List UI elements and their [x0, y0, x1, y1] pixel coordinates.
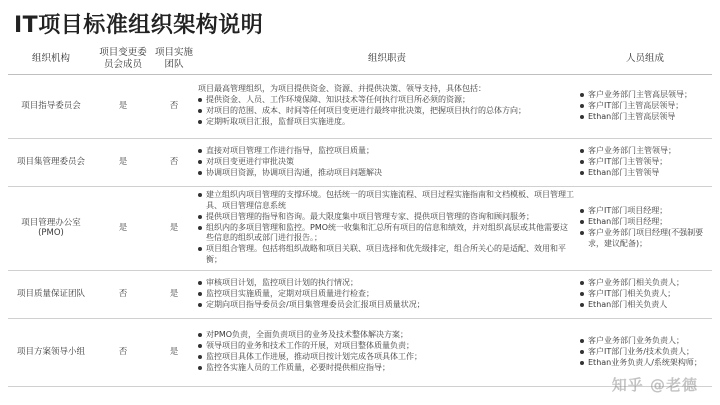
duty-item: 监控项目具体工作进展，推动项目按计划完成各项具体工作；	[198, 352, 576, 363]
duty-item: 项目组合管理。包括将组织战略和项目关联、项目选择和优先级排定，组合所关心的是适配、效用和平衡；	[198, 244, 576, 265]
committee-flag-cell: 是	[94, 74, 152, 138]
members-list	[580, 336, 710, 369]
committee-flag-cell: 否	[94, 318, 152, 386]
duty-item: 项目最高管理组织，为项目提供资金、资源、并提供决策、领导支持，具体包括：	[198, 84, 486, 93]
member-item: 客户IT部门相关负责人；	[580, 289, 710, 300]
duty-item: 对项目的范围、成本、时间等任何项目变更进行最终审批决策，把握项目执行的总体方向；	[198, 106, 576, 117]
duty-item: 定期听取项目汇报，监督项目实施进度。	[198, 117, 576, 128]
table-header-row	[8, 44, 712, 74]
member-item: Ethan部门主管领导	[580, 168, 710, 179]
duty-item: 监控各实施人员的工作质量，必要时提供相应指导；	[198, 363, 576, 374]
duty-item: 组织内的多项目管理和监控。PMO统一收集和汇总所有项目的信息和绩效，并对组织高层或其他需要这些信息的组织或部门进行报告。；	[198, 223, 576, 244]
team-flag-cell: 否	[152, 138, 196, 186]
duty-item: 对项目变更进行审批决策	[198, 157, 576, 168]
member-item: 客户业务部门项目经理(不强制要求，建议配备)；	[580, 228, 710, 249]
member-item: 客户业务部门相关负责人；	[580, 278, 710, 289]
members-cell	[578, 270, 712, 318]
header-members: 人员组成	[578, 44, 712, 74]
duty-item: 建立组织内项目管理的支撑环境。包括统一的项目实施流程、项目过程实施指南和文档模板、项目管理工具、项目管理信息系统	[198, 190, 576, 211]
member-item: 客户业务部门主管高层领导；	[580, 90, 710, 101]
duty-item: 领导项目的业务和技术工作的开展，对项目整体质量负责；	[198, 341, 576, 352]
table-row	[8, 74, 712, 138]
table-row	[8, 318, 712, 386]
members-cell	[578, 186, 712, 270]
member-item: 客户业务部门主管领导；	[580, 146, 710, 157]
member-item: 客户IT部门业务/技术负责人；	[580, 347, 710, 358]
member-item: 客户IT部门主管高层领导；	[580, 101, 710, 112]
members-cell	[578, 138, 712, 186]
org-name-cell: 项目指导委员会	[8, 74, 94, 138]
duties-cell	[196, 74, 578, 138]
member-item: 客户业务部门业务负责人；	[580, 336, 710, 347]
org-name-cell: 项目方案领导小组	[8, 318, 94, 386]
duties-cell	[196, 270, 578, 318]
member-item: Ethan部门相关负责人	[580, 300, 710, 311]
header-org: 组织机构	[8, 44, 94, 74]
team-flag-cell: 是	[152, 318, 196, 386]
committee-flag-cell: 是	[94, 138, 152, 186]
duty-item: 协调项目资源，协调项目沟通，推动项目问题解决	[198, 168, 576, 179]
table-row	[8, 270, 712, 318]
member-item: 客户IT部门项目经理；	[580, 206, 710, 217]
header-duties: 组织职责	[196, 44, 578, 74]
watermark: 知乎 @老德	[611, 376, 698, 394]
duty-item: 审核项目计划，监控项目计划的执行情况；	[198, 278, 576, 289]
member-item: Ethan部门项目经理；	[580, 217, 710, 228]
committee-flag-cell: 否	[94, 270, 152, 318]
duty-item: 定期向项目指导委员会/项目集管理委员会汇报项目质量状况；	[198, 300, 576, 311]
table-row	[8, 186, 712, 270]
header-team: 项目实施团队	[152, 44, 196, 74]
duties-list	[198, 146, 576, 179]
duty-item: 监控项目实施质量，定期对项目质量进行检查；	[198, 289, 576, 300]
org-name-cell: 项目集管理委员会	[8, 138, 94, 186]
duty-item: 直接对项目管理工作进行指导，监控项目质量；	[198, 146, 576, 157]
duty-item: 对PMO负责，全面负责项目的业务及技术整体解决方案；	[198, 330, 576, 341]
team-flag-cell: 是	[152, 186, 196, 270]
member-item: Ethan业务负责人/系统架构师；	[580, 358, 710, 369]
team-flag-cell: 是	[152, 270, 196, 318]
committee-flag-cell: 是	[94, 186, 152, 270]
org-name-cell: 项目质量保证团队	[8, 270, 94, 318]
members-cell	[578, 74, 712, 138]
duties-cell	[196, 186, 578, 270]
member-item: 客户IT部门主管领导；	[580, 157, 710, 168]
duties-cell	[196, 138, 578, 186]
members-list	[580, 146, 710, 179]
duty-item: 提供资金、人员、工作环境保障、知识技术等任何执行项目所必须的资源；	[198, 95, 576, 106]
duties-list	[198, 84, 576, 128]
org-name-cell: 项目管理办公室(PMO)	[8, 186, 94, 270]
members-list	[580, 90, 710, 123]
members-list	[580, 278, 710, 311]
duties-list	[198, 190, 576, 265]
duties-cell	[196, 318, 578, 386]
team-flag-cell: 否	[152, 74, 196, 138]
duty-item: 提供项目管理的指导和咨询。最大限度集中项目管理专家、提供项目管理的咨询和顾问服务；	[198, 212, 576, 223]
duties-list	[198, 330, 576, 374]
members-list	[580, 206, 710, 249]
member-item: Ethan部门主管高层领导	[580, 112, 710, 123]
header-committee: 项目变更委员会成员	[94, 44, 152, 74]
page-title: IT项目标准组织架构说明	[14, 13, 264, 38]
org-structure-table	[8, 44, 712, 387]
duties-list	[198, 278, 576, 311]
table-row	[8, 138, 712, 186]
